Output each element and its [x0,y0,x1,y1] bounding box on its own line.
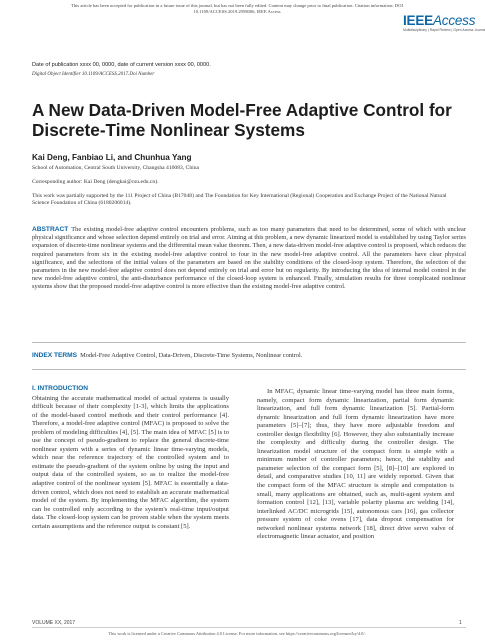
funding-statement: This work was partially supported by the 111 Project of China (B17048) and The Foundation for Key International (Regional) Cooperation and Exchange Project of the National Natural Science Foundation of China (6180206014). [32,193,447,207]
abstract-divider [32,342,466,343]
abstract-label: ABSTRACT [32,226,69,233]
author-list: Kai Deng, Fanbiao Li, and Chunhua Yang [32,153,192,162]
logo-access-text: Access [432,13,476,28]
body-column-right [257,388,454,542]
abstract-text: The existing model-free adaptive control encounters problems, such as too many parameters that need to be determined, some of which with unclear physical significance and whose selection depend entirely on trial and error. Aiming at this problem, a new dynamic linearized model is established by using Taylor series expansion of discrete-time nonlinear systems and the differential mean value theorem. Then, a new data-driven model-free adaptive control is proposed, which reduces the required parameters from six in the existing model-free adaptive control to four in the new model-free adaptive control. All the parameters have clear physical significance, and the selections of the initial values of the parameters are based on the stability conditions of the closed-loop system. Therefore, the selection of the parameters in the new model-free adaptive control does not depend entirely on trial and error but on regularity. By introducing the idea of internal model control in the new model-free adaptive control, the anti-disturbance performance of the closed-loop system is enhanced. Finally, simulation results for three complicated nonlinear systems show that the proposed model-free adaptive control is more effective than the existing model-free adaptive control. [32,226,466,291]
acceptance-notice-line2: 10.1109/ACCESS.2019.2958006, IEEE Access [193,9,281,14]
index-terms-text: Model-Free Adaptive Control, Data-Driven, Discrete-Time Systems, Nonlinear control. [80,352,303,359]
acceptance-notice-line1: This article has been accepted for publication in a future issue of this journal, but has not been fully edited. Content may change prior to final publication. Citation information: DOI [71,3,403,8]
author-affiliation: School of Automation, Central South University, Changsha 410083, China [32,165,199,171]
volume-label: VOLUME XX, 2017 [32,620,76,626]
introduction-paragraph-1: Obtaining the accurate mathematical model of actual systems is usually difficult because of their complexity [1-3], which limits the applications of the model-based control methods and their control performance [4]. Therefore, a model-free adaptive control (MFAC) is proposed to solve the problem of modeling difficulties [4], [5]. The main idea of MFAC [5] is to use the concept of pseudo-gradient to replace the general discrete-time nonlinear system with a series of dynamic linear time-varying models, which near the reference trajectory of the controlled system and to estimate the pseudo-gradient of the system online by using the input and output data of the controlled system, so as to realize the model-free adaptive control of the nonlinear system [5]. MFAC is essentially a data-driven control, which does not need to establish an accurate mathematical model of the system. By implementing the MFAC algorithm, the system can be controlled only according to the system's real-time input/output data. The closed-loop system can be proven stable when the system meets certain assumptions and the reference output is constant [5]. [32,394,229,530]
footer-divider [32,627,466,628]
logo-tagline: Multidisciplinary | Rapid Review | Open Access Journal [403,28,485,32]
index-terms-label: INDEX TERMS [32,352,78,359]
abstract [32,226,466,292]
corresponding-author: Corresponding author: Kai Deng (dengkai@csu.edu.cn). [32,179,159,185]
publication-date: Date of publication xxxx 00, 0000, date of current version xxxx 00, 0000. [32,62,211,68]
digital-object-identifier: Digital Object Identifier 10.1109/ACCESS.2017.Doi Number [32,72,155,77]
page-number: 1 [459,620,462,626]
logo-wordmark [403,13,476,28]
section-heading-introduction: I. INTRODUCTION [32,385,89,392]
index-terms [32,352,466,359]
index-terms-divider [32,369,466,370]
license-notice: This work is licensed under a Creative Commons Attribution 4.0 License. For more information, see https://creativecommons.org/licenses/by/4.0/. [108,631,366,636]
ieee-access-logo [403,13,485,34]
logo-ieee-text: IEEE [403,13,433,28]
paper-title: A New Data-Driven Model-Free Adaptive Control for Discrete-Time Nonlinear Systems [32,100,452,140]
body-column-left [32,385,229,531]
introduction-paragraph-2: In MFAC, dynamic linear time-varying model has three main forms, namely, compact form dynamic linearization, partial form dynamic linearization, and full form dynamic linearization [5]. Partial-form dynamic linearization and full form dynamic linearization have more parameters [5]–[7]; thus, they have more adjustable freedom and controller design flexibility [6]. However, they also substantially increase the complexity and difficulty during the controller design. The linearization model structure of the compact form is simple with a minimum number of controller parameters; hence, the stability and parameter selection of the compact form [5], [8]–[10] are explored in detail, and comparative studies [10, 11] are widely reported. Given that the compact form of the MFAC structure is simple and computation is small, many applications are obtained, such as, multi-agent system and formation control [12], [13], variable polarity plasma arc welding [14], interlinked AC/DC microgrids [15], autonomous cars [16], gas collector pressure system of coke ovens [17], data dropout compensation for networked nonlinear systems network [18], direct drive servo valve of electromagnetic linear actuator, and position [257,388,454,541]
